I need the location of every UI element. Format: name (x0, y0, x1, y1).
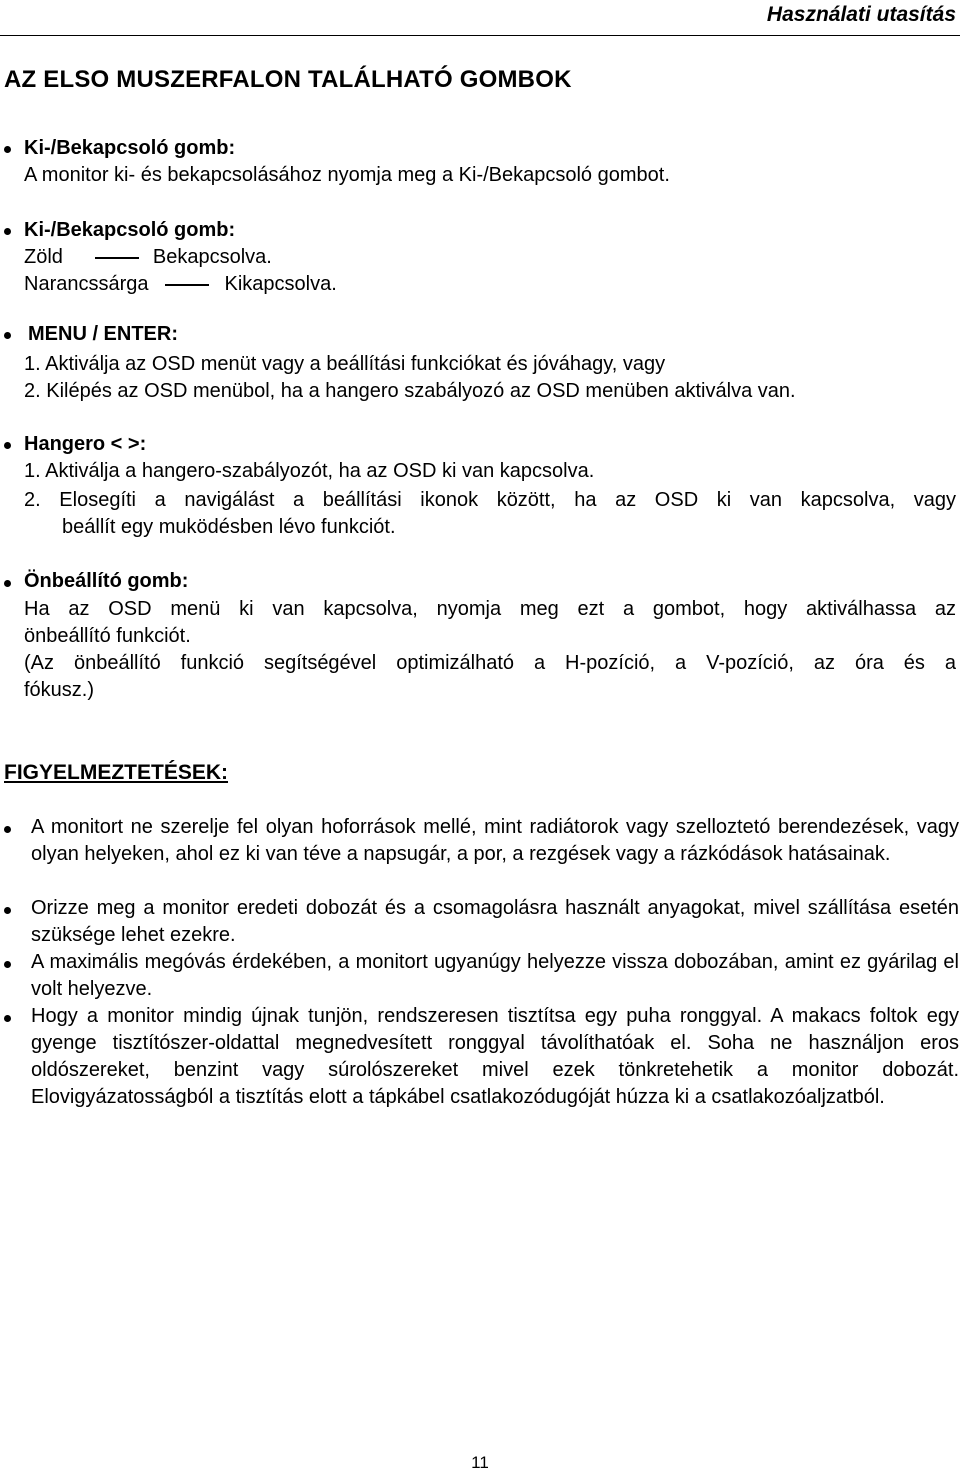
bullet (4, 961, 11, 968)
header-rule (0, 35, 960, 36)
dash (165, 284, 209, 286)
item-heading: Hangero < >: (24, 433, 147, 455)
item-heading: Ki-/Bekapcsoló gomb: (24, 219, 236, 241)
led-color: Zöld (24, 246, 63, 268)
led-row-orange (24, 271, 337, 298)
item-line: 2. Kilépés az OSD menübol, ha a hangero szabályozó az OSD menüben aktiválva van. (24, 380, 796, 402)
item-heading: MENU / ENTER: (28, 323, 178, 345)
led-state: Kikapcsolva. (224, 273, 337, 295)
item-line: beállít egy muködésben lévo funkciót. (62, 516, 396, 538)
warning-text: A monitort ne szerelje fel olyan hoforrások mellé, mint radiátorok vagy szelloztetó berendezések, vagy olyan helyeken, ahol ez ki van téve a napsugár, a por, a rezgések vagy a rázkódások hatásainak. (31, 816, 959, 865)
item-text: A monitor ki- és bekapcsolásához nyomja meg a Ki-/Bekapcsoló gombot. (24, 164, 670, 186)
warning-text: A maximális megóvás érdekében, a monitort ugyanúgy helyezze vissza dobozában, amint ez gyárilag el volt helyezve. (31, 951, 959, 1000)
item-line: fókusz.) (24, 679, 95, 701)
bullet (4, 907, 11, 914)
bullet (4, 146, 11, 153)
bullet (4, 442, 11, 449)
section-title: AZ ELSO MUSZERFALON TALÁLHATÓ GOMBOK (4, 66, 572, 93)
warnings-title: FIGYELMEZTETÉSEK: (4, 761, 229, 784)
item-line: 1. Aktiválja a hangero-szabályozót, ha az OSD ki van kapcsolva. (24, 460, 595, 482)
led-color: Narancssárga (24, 273, 149, 295)
led-row-green (24, 244, 272, 271)
bullet (4, 332, 11, 339)
item-line: 1. Aktiválja az OSD menüt vagy a beállítási funkciókat és jóváhagy, vagy (24, 353, 666, 375)
item-heading: Önbeállító gomb: (24, 570, 189, 592)
item-line: (Az önbeállító funkció segítségével optimizálható a H-pozíció, a V-pozíció, az óra és a (24, 652, 956, 674)
item-line: 2. Elosegíti a navigálást a beállítási ikonok között, ha az OSD ki van kapcsolva, vagy (24, 489, 956, 511)
dash (95, 257, 139, 259)
item-line: önbeállító funkciót. (24, 625, 191, 647)
bullet (4, 580, 11, 587)
warning-text: Orizze meg a monitor eredeti dobozát és a csomagolásra használt anyagokat, mivel szállítása esetén szüksége lehet ezekre. (31, 897, 959, 946)
header-title: Használati utasítás (766, 3, 956, 26)
item-line: Ha az OSD menü ki van kapcsolva, nyomja meg ezt a gombot, hogy aktiválhassa az (24, 598, 956, 620)
page-number: 11 (471, 1453, 489, 1472)
bullet (4, 228, 11, 235)
warning-text: Hogy a monitor mindig újnak tunjön, rendszeresen tisztítsa egy puha ronggyal. A makacs foltok egy gyenge tisztítószer-oldattal megnedvesített ronggyal távolíthatóak el. Soha ne használjon eros oldószereket, benzint vagy súrolószereket mivel ezek tönkretehetik a monitor dobozát. Elovigyázatosságból a tisztítás elott a tápkábel csatlakozódugóját húzza ki a csatlakozóaljzatból. (31, 1005, 959, 1108)
bullet (4, 1015, 11, 1022)
item-heading: Ki-/Bekapcsoló gomb: (24, 137, 236, 159)
bullet (4, 826, 11, 833)
led-state: Bekapcsolva. (152, 246, 272, 268)
